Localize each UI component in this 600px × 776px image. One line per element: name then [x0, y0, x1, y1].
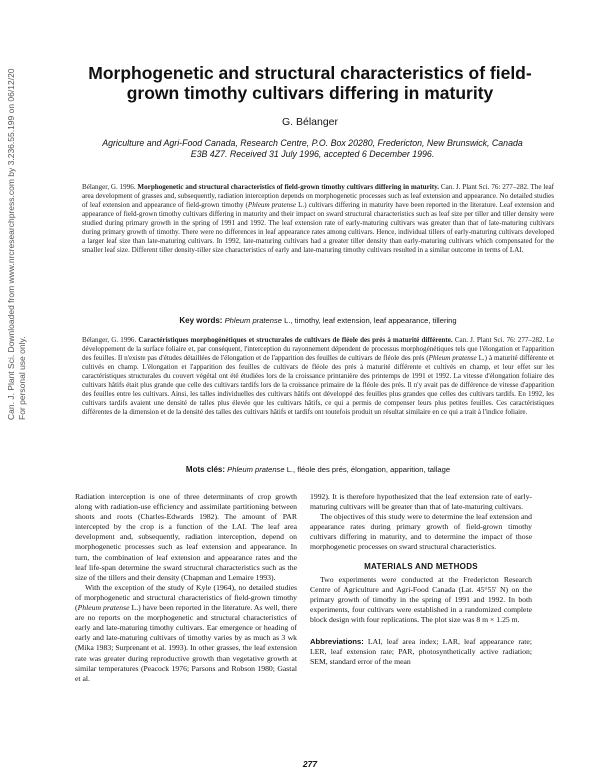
- title-line-1: Morphogenetic and structural characteristics of field-: [88, 63, 532, 83]
- keywords-english: [80, 316, 556, 325]
- abstract-en-body-1: Can. J. Plant Sci. 76: 277–282. The leaf area development of grasses and, subsequently, radiation interception depends on morphogenetic processes such as leaf extension and appearance. No detailed studies of leaf extension and appearance of field-grown timothy (: [82, 183, 554, 209]
- abstract-fr-body-1: Can. J. Plant Sci. 76: 277–282. Le développement de la surface foliaire et, par conséquent, l'interception du rayonnement dépendent de processus morphogénétiques tels que l'élongation et l'apparition des feuilles. Il n'existe pas d'études détaillées de l'élongation et de l'apparition des feuilles de cultivars de fléole des prés (: [82, 336, 555, 362]
- abstract-en-body-2: L.) cultivars differing in maturity have been reported in the literature. Leaf extension and appearance of field-grown timothy cultivars differing in maturity and their impact on sward structural characteristics such as leaf size per tiller and tiller density were studied during primary growth in the spring of 1991 and 1992. The leaf extension rate of early-maturing cultivars was greater than that of late-maturing cultivars during primary growth of timothy. There were no differences in leaf appearance rates among cultivars. Hence, individual tillers of early-maturing cultivars developed a larger leaf size than late-maturing cultivars. In 1992, late-maturing cultivars had a greater tiller density than early-maturing cultivars which compensated for the smaller leaf size. Different tiller density-tiller size characteristics of early and late-maturing timothy cultivars resulted in a similar outcome in terms of LAI.: [82, 201, 554, 254]
- affiliation: [80, 138, 545, 160]
- intro-p2-end: L.) have been reported in the literature. As well, there are no reports on the morphogenetic and structural characteristics of early and late-maturing timothy cultivars. Ear emergence or heading of early and late-maturing cultivars of timothy varies by as much as 3 wk (Mika 1983; Surprenant et al. 1993). In other grasses, the leaf extension rate was greater during reproductive growth than vegetative growth at similar temperatures (Peacock 1976; Parsons and Robson 1980; Gastal et al.: [75, 603, 297, 683]
- methods-paragraph: Two experiments were conducted at the Fredericton Research Centre of Agriculture and Agri-Food Canada (Lat. 45°55' N) on the primary growth of timothy in the spring of 1991 and 1992. In both experiments, four cultivars were established in a randomized complete block design with four replications. The plot size was 8 m × 1.25 m.: [310, 574, 532, 625]
- page-number: 277: [302, 759, 318, 769]
- keywords-en-species: Phleum pratense: [224, 316, 283, 325]
- abstract-en-species: Phleum pratense: [247, 201, 297, 209]
- keywords-en-rest: L., timothy, leaf extension, leaf appearance, tillering: [282, 316, 457, 325]
- abstract-french: [82, 336, 554, 417]
- download-line: Can. J. Plant Sci. Downloaded from www.nrcresearchpress.com by 3.236.55.199 on 06/12/20: [6, 68, 16, 420]
- keywords-fr-species: Phleum pratense: [227, 465, 285, 474]
- author-name: G. Bélanger: [281, 116, 339, 128]
- keywords-fr-rest: L., fléole des prés, élongation, apparition, tallage: [284, 465, 451, 474]
- objectives-paragraph: The objectives of this study were to determine the leaf extension and appearance rates during primary growth of field-grown timothy cultivars differing in maturity, and to determine the impact of those morphogenetic processes on sward structural characteristics.: [310, 512, 532, 552]
- abstract-fr-body-2: L.) à maturité différente et cultivés en champ. L'élongation et l'apparition des feuilles de cultivars de fléole des prés à maturité différente et cultivés en champ, et leur effet sur les caractéristiques structurales du couvert végétal ont été étudiées lors de la croissance printanière des printemps de 1991 et 1992. La vitesse d'élongation foliaire des cultivars hâtifs était plus grande que celle des cultivars tardifs lors de la croissance primaire de la fléole des prés. Il n'y avait pas de différence de vitesse d'apparition des feuilles entre les cultivars. Ainsi, les talles individuelles des cultivars hâtifs ont développé des feuilles plus grandes que celles des cultivars tardifs. En 1992, les cultivars tardifs avaient une densité de talles plus élevée que les cultivars hâtifs, ce qui a permis de compenser leurs plus petites feuilles. Ces caractéristiques différentes de la dimension et de la densité des talles des cultivars hâtifs et tardifs ont toutefois produit un résultat similaire en ce qui a trait à l'indice foliaire.: [82, 354, 554, 416]
- intro-p2-start: With the exception of the study of Kyle (1964), no detailed studies of morphogenetic and structural characteristics of field-grown timothy (: [75, 582, 297, 613]
- abstract-fr-title: Caractéristiques morphogénétiques et structurales de cultivars de fléole des prés à maturité différente.: [138, 336, 453, 344]
- keywords-french: [80, 465, 556, 474]
- personal-use-line: For personal use only.: [16, 336, 27, 420]
- intro-paragraph-3: 1992). It is therefore hypothesized that the leaf extension rate of early-maturing cultivars will be greater than that of late-maturing cultivars.: [310, 492, 532, 512]
- abstract-fr-species: Phleum pratense: [428, 354, 477, 362]
- title-line-2: grown timothy cultivars differing in maturity: [126, 83, 494, 103]
- abstract-fr-citation: Bélanger, G. 1996.: [82, 336, 139, 344]
- article-title: [60, 63, 560, 103]
- intro-paragraph-1: Radiation interception is one of three determinants of crop growth along with radiation-use efficiency and assimilate partitioning between shoots and roots (Charles-Edwards 1982). The amount of PAR intercepted by the crop is a function of the LAI. The leaf area development and, subsequently, radiation interception, depend on morphogenetic processes such as leaf extension and appearance. In turn, the combination of leaf extension and appearance rates and the leaf life-span determine the sward structural characteristics such as the size of the tillers and their density (Chapman and Lemaire 1993).: [75, 492, 297, 582]
- body-column-right: [310, 492, 532, 667]
- abbreviations-footnote: [310, 637, 532, 667]
- keywords-en-label: Key words:: [179, 316, 223, 325]
- affiliation-line-1: Agriculture and Agri-Food Canada, Research Centre, P.O. Box 20280, Fredericton, New Brunswick, Canada: [102, 138, 523, 148]
- abstract-en-citation: Bélanger, G. 1996.: [82, 183, 138, 191]
- abstract-en-title: Morphogenetic and structural characteristics of field-grown timothy cultivars differing in maturity.: [137, 183, 440, 191]
- affiliation-line-2: E3B 4Z7. Received 31 July 1996, accepted 6 December 1996.: [190, 149, 435, 159]
- intro-paragraph-2: [75, 583, 297, 684]
- abstract-english: [82, 183, 554, 255]
- abbreviations-text: LAI, leaf area index; LAR, leaf appearance rate; LER, leaf extension rate; PAR, photosynthetically active radiation; SEM, standard error of the mean: [310, 637, 532, 667]
- abbreviations-label: Abbreviations:: [310, 637, 364, 647]
- intro-p2-species: Phleum pratense: [77, 603, 130, 613]
- download-watermark: [6, 68, 27, 420]
- body-column-left: [75, 492, 297, 684]
- keywords-fr-label: Mots clés:: [185, 465, 226, 474]
- section-heading-methods: MATERIALS AND METHODS: [364, 561, 478, 571]
